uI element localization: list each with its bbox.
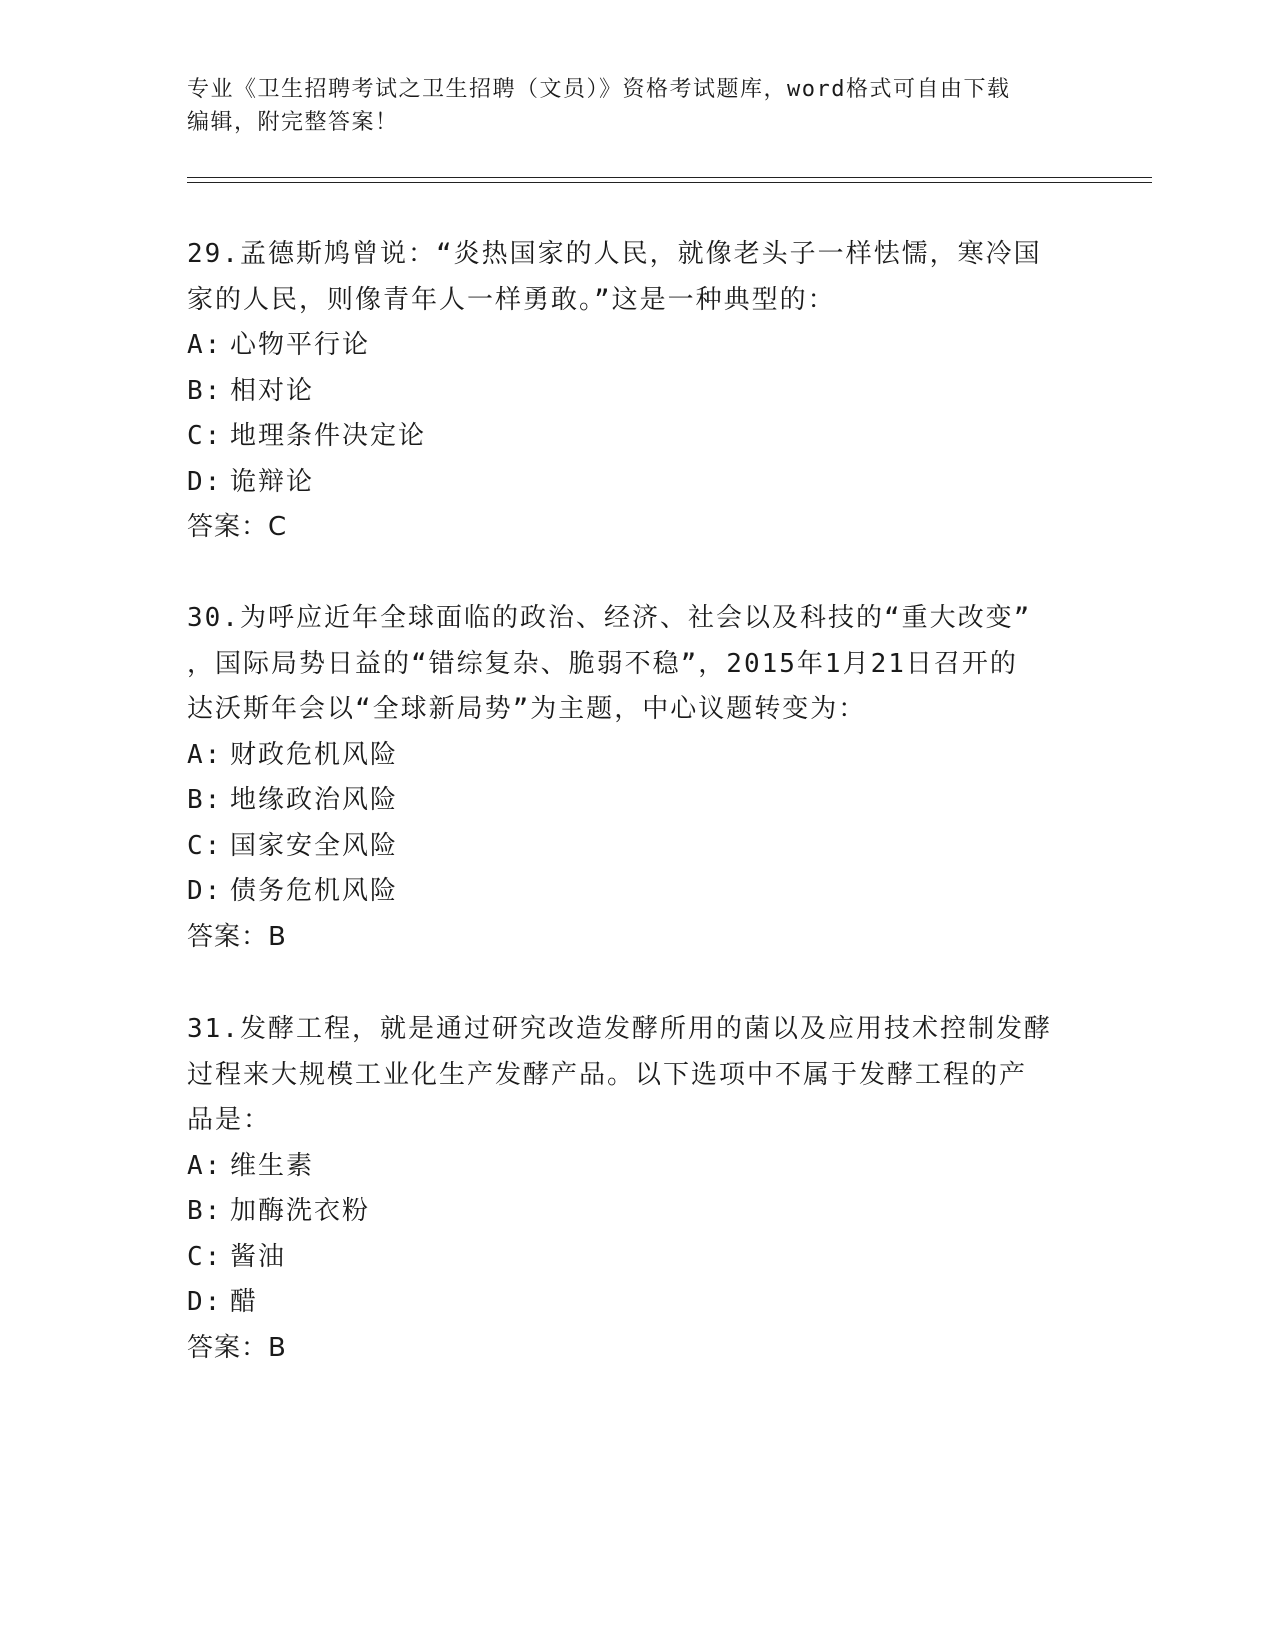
question-stem-line: 家的人民，则像青年人一样勇敢。”这是一种典型的： bbox=[187, 284, 836, 315]
question-30 bbox=[187, 596, 1087, 960]
option-text: 国家安全风险 bbox=[230, 830, 399, 861]
option-a bbox=[187, 733, 1087, 779]
option-c bbox=[187, 414, 1087, 460]
option-text: 地缘政治风险 bbox=[230, 785, 399, 815]
option-key: B: bbox=[187, 375, 223, 406]
question-stem-line: 30.为呼应近年全球面临的政治、经济、社会以及科技的“重大改变” bbox=[187, 603, 1032, 633]
option-text: 诡辩论 bbox=[230, 466, 315, 497]
header-line-2: 编辑，附完整答案！ bbox=[187, 110, 399, 135]
option-key: D: bbox=[187, 466, 223, 497]
answer-line: 答案：B bbox=[187, 1332, 287, 1363]
document-header bbox=[187, 73, 1087, 139]
question-29 bbox=[187, 232, 1087, 551]
option-text: 地理条件决定论 bbox=[230, 421, 427, 451]
header-divider-top bbox=[187, 177, 1152, 178]
answer-line: 答案：B bbox=[187, 921, 287, 952]
option-b bbox=[187, 369, 1087, 415]
answer-line: 答案：C bbox=[187, 512, 288, 542]
question-stem-line: 品是： bbox=[187, 1105, 272, 1135]
option-text: 债务危机风险 bbox=[230, 876, 399, 906]
option-key: A: bbox=[187, 1150, 223, 1181]
header-line-1: 专业《卫生招聘考试之卫生招聘（文员）》资格考试题库，word格式可自由下载 bbox=[187, 77, 1011, 102]
option-b bbox=[187, 1189, 1087, 1235]
option-b bbox=[187, 778, 1087, 824]
option-d bbox=[187, 1280, 1087, 1326]
option-key: B: bbox=[187, 785, 223, 815]
option-c bbox=[187, 824, 1087, 870]
question-stem-line: 31.发酵工程，就是通过研究改造发酵所用的菌以及应用技术控制发酵 bbox=[187, 1014, 1052, 1044]
option-key: D: bbox=[187, 876, 223, 906]
option-key: C: bbox=[187, 421, 223, 451]
option-text: 加酶洗衣粉 bbox=[230, 1196, 371, 1226]
option-a bbox=[187, 1144, 1087, 1190]
question-stem-line: 过程来大规模工业化生产发酵产品。以下选项中不属于发酵工程的产 bbox=[187, 1059, 1028, 1090]
option-text: 维生素 bbox=[230, 1150, 315, 1181]
option-key: D: bbox=[187, 1287, 223, 1317]
option-key: A: bbox=[187, 330, 223, 360]
question-stem-line: 达沃斯年会以“全球新局势”为主题，中心议题转变为： bbox=[187, 694, 867, 724]
option-text: 财政危机风险 bbox=[230, 739, 399, 770]
option-d bbox=[187, 869, 1087, 915]
option-key: A: bbox=[187, 739, 223, 770]
option-key: C: bbox=[187, 830, 223, 861]
question-stem-line: 29.孟德斯鸠曾说：“炎热国家的人民，就像老头子一样怯懦，寒冷国 bbox=[187, 239, 1042, 269]
header-divider-bottom bbox=[187, 182, 1152, 183]
question-31 bbox=[187, 1007, 1087, 1371]
option-text: 相对论 bbox=[230, 375, 315, 406]
option-text: 醋 bbox=[230, 1287, 259, 1317]
option-a bbox=[187, 323, 1087, 369]
option-key: B: bbox=[187, 1196, 223, 1226]
option-key: C: bbox=[187, 1241, 223, 1272]
option-d bbox=[187, 460, 1087, 506]
question-stem-line: ，国际局势日益的“错综复杂、脆弱不稳”，2015年1月21日召开的 bbox=[187, 648, 1018, 679]
option-text: 酱油 bbox=[230, 1241, 287, 1272]
option-text: 心物平行论 bbox=[230, 330, 371, 360]
option-c bbox=[187, 1235, 1087, 1281]
